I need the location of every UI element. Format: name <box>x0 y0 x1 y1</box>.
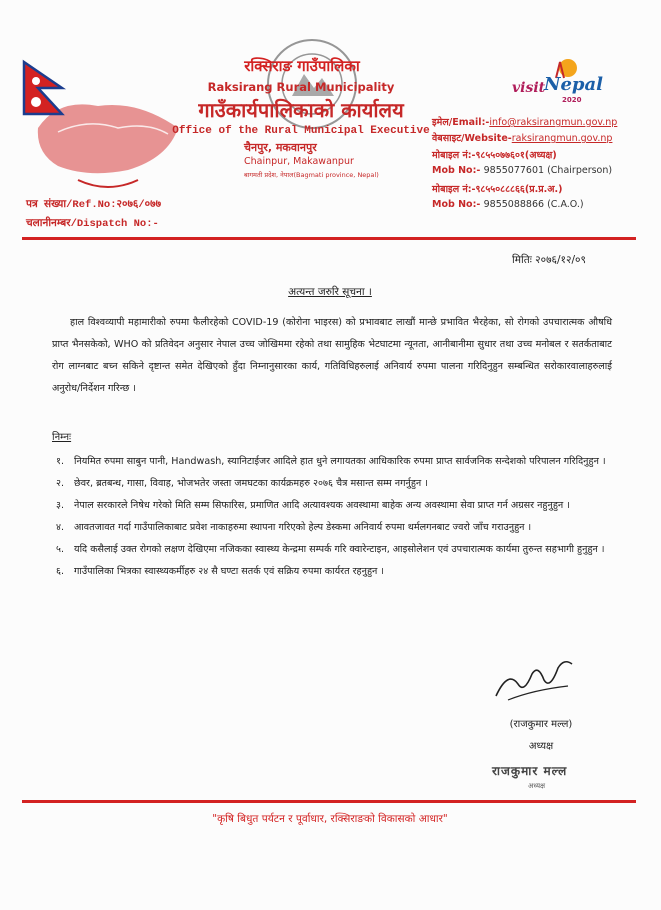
list-heading: निम्नः <box>52 432 72 443</box>
website-link[interactable]: raksirangmun.gov.np <box>511 133 613 144</box>
item-text: यदि कसैलाई उक्त रोगको लक्षण देखिएमा नजिकका स्वास्थ्य केन्द्रमा सम्पर्क गरि क्वारेन्टाइन, आइसोलेशन एवं उपचारात्मक कार्यमा तुरुन्त सहभागी हुनुहुन । <box>74 544 605 555</box>
paragraph-text: हाल विश्वव्यापी महामारीको रुपमा फैलीरहेको COVID-19 (कोरोना भाइरस) को प्रभावबाट लाखौं मान्छे प्रभावित भैरहेका, सो रोगको उपचारात्मक औषधि प्राप्त भैनसकेको, WHO को प्रतिवेदन अनुसार नेपाल उच्च जोखिममा रहेको तथा सामुहिक भेटघाटमा न्यूनता, आनीबानीमा सुधार तथा उच्च मनोबल र सतर्कताबाट रोग लाग्नबाट बच्न सकिने दृष्टान्त समेत देखिएको हुँदा निम्नानुसारका कार्य, गतिविधिहरुलाई अनिवार्य रुपमा पालना गरिदिनुहुन सम्बन्धित सरोकारवालाहरुलाई अनुरोध/निर्देशन गरिन्छ । <box>52 317 612 394</box>
mobile1-value: ९८५५०७७६०१(अध्यक्ष) <box>475 150 557 161</box>
mobile1-label: मोबाइल नं:- <box>432 150 476 161</box>
name-stamp-sub: अध्यक्ष <box>528 782 546 790</box>
mobile-np-chair-line <box>432 148 557 161</box>
logo-visit-text: visit <box>512 80 546 96</box>
list-item <box>56 540 616 560</box>
item-number: ६. <box>56 566 65 577</box>
notice-paragraph <box>52 312 612 400</box>
item-text: नियमित रुपमा साबुन पानी, Handwash, स्यानिटाईजर आदिले हात धुने लगायतका आधिकारिक रुपमा प्राप्त सार्वजनिक सन्देशको परिपालन गरिदिनुहुन । <box>74 456 606 467</box>
name-stamp: राजकुमार मल्ल <box>492 764 568 778</box>
website-line <box>432 131 612 144</box>
letter-date: मितिः २०७६/१२/०९ <box>512 254 586 266</box>
mobile-en-cao-line <box>432 199 584 210</box>
list-item <box>56 562 616 582</box>
dispatch-number: चलानीनम्बर/Dispatch No:- <box>26 218 159 230</box>
item-number: ४. <box>56 522 65 533</box>
item-text: आवतजावत गर्दा गाउँपालिकाबाट प्रवेश नाकाहरुमा स्थापना गरिएको हेल्प डेस्कमा अनिवार्य रुपमा थर्मलगनबाट ज्वरो जाँच गराउनुहुन । <box>74 522 532 533</box>
email-link[interactable]: info@raksirangmun.gov.np <box>489 117 618 128</box>
mob2-label: Mob No:- <box>432 199 481 210</box>
municipality-name-en: Raksirang Rural Municipality <box>207 80 395 94</box>
signatory-designation: अध्यक्ष <box>528 741 554 752</box>
mobile2-value: ९८५५०८८८६६(प्र.प्र.अ.) <box>475 184 563 195</box>
item-number: १. <box>56 456 65 467</box>
item-text: गाउँपालिका भित्रका स्वास्थ्यकर्मीहरु २४ सै घण्टा सतर्क एवं सक्रिय रुपमा कार्यरत रहनुहुन । <box>74 566 385 577</box>
mobile2-label: मोबाइल नं:- <box>432 184 476 195</box>
list-item <box>56 518 616 538</box>
municipality-name-np: रक्सिराङ गाउँपालिका <box>244 57 360 75</box>
list-item <box>56 452 616 472</box>
notice-title: अत्यन्त जरुरि सूचना । <box>288 286 372 298</box>
footer-divider <box>22 800 636 803</box>
visit-nepal-logo <box>498 52 616 112</box>
mobile-en-chair-line <box>432 165 612 176</box>
address-en: Chainpur, Makawanpur <box>244 156 354 167</box>
signatory-name: (राजकुमार मल्ल) <box>509 719 573 730</box>
email-line <box>432 115 617 128</box>
mobile-np-cao-line <box>432 182 562 195</box>
signature-icon <box>488 650 578 706</box>
header-divider <box>22 237 636 240</box>
item-number: ३. <box>56 500 65 511</box>
item-number: ५. <box>56 544 65 555</box>
footer-slogan: "कृषि बिधुत पर्यटन र पूर्वाधार, रक्सिराङको विकासको आधार" <box>212 813 448 825</box>
email-label: इमेल/Email:- <box>432 117 490 128</box>
list-item <box>56 474 616 494</box>
office-name-np: गाउँकार्यपालिकाको कार्यालय <box>198 98 404 122</box>
website-label: वेबसाइट/Website- <box>432 133 512 144</box>
item-number: २. <box>56 478 65 489</box>
mob2-value: 9855088866 (C.A.O.) <box>483 199 584 210</box>
mob1-value: 9855077601 (Chairperson) <box>483 165 613 176</box>
item-text: छेवर, ब्रतबन्ध, गासा, विवाह, भोजभतेर जस्ता जमघटका कार्यक्रमहरु २०७६ चैत्र मसान्त सम्म नगर्नुहुन । <box>74 478 428 489</box>
mob1-label: Mob No:- <box>432 165 481 176</box>
logo-nepal-text: Nepal <box>544 74 603 95</box>
list-item <box>56 496 616 516</box>
province-text: बागमती प्रदेश, नेपाल(Bagmati province, Nepal) <box>244 171 379 179</box>
reference-number: पत्र संख्या/Ref.No:२०७६/०७७ <box>26 199 162 211</box>
office-name-en: Office of the Rural Municipal Executive <box>172 125 430 137</box>
address-np: चैनपुर, मकवानपुर <box>244 141 317 154</box>
logo-year-text: 2020 <box>562 96 582 104</box>
instruction-list <box>56 452 616 584</box>
item-text: नेपाल सरकारले निषेध गरेको मिति सम्म सिफारिस, प्रमाणित आदि अत्यावश्यक अवस्थामा बाहेक अन्य अवस्थामा सेवा प्राप्त गर्न अग्रसर नहुनुहुन । <box>74 500 570 511</box>
